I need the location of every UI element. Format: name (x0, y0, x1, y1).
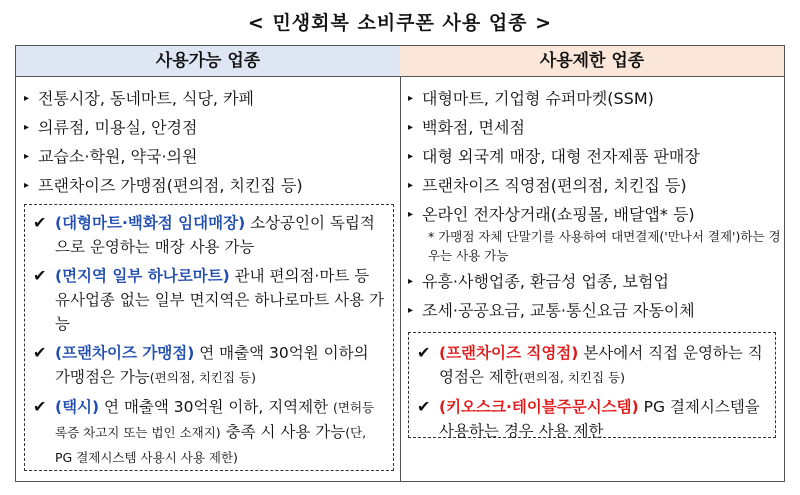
bullet-arrow-icon: ▸ (408, 209, 414, 220)
bullet-arrow-icon: ▸ (408, 305, 414, 316)
check-icon: ✔ (33, 213, 47, 232)
restricted-list (400, 77, 784, 229)
check-icon: ✔ (33, 343, 47, 362)
exception-entry: ✔ (택시) 연 매출액 30억원 이하, 지역제한 (면허등록증 차고지 또는 법인 소재지) 충족 시 사용 가능(단, PG 결제시스템 사용시 사용 제한) (33, 397, 375, 465)
restricted-list-cont (400, 267, 784, 325)
bullet-arrow-icon: ▸ (24, 122, 30, 133)
check-icon: ✔ (33, 397, 47, 416)
list-item: ▸ 백화점, 면세점 (408, 113, 784, 142)
bullet-arrow-icon: ▸ (408, 276, 414, 287)
exception-entry: ✔ (키오스크·테이블주문시스템) PG 결제시스템을 사용하는 경우 사용 제한 (417, 397, 760, 440)
bullet-arrow-icon: ▸ (24, 93, 30, 104)
list-item: ▸ 프랜차이즈 직영점(편의점, 치킨집 등) (408, 171, 784, 200)
bullet-arrow-icon: ▸ (408, 93, 414, 104)
list-item: ▸ 온라인 전자상거래(쇼핑몰, 배달앱* 등) (408, 200, 784, 229)
category-table (15, 45, 785, 482)
restricted-exceptions-box (408, 332, 776, 438)
bullet-arrow-icon: ▸ (408, 151, 414, 162)
allowed-column (16, 46, 401, 481)
page-title: < 민생회복 소비쿠폰 사용 업종 > (247, 12, 553, 34)
list-item: ▸ 전통시장, 동네마트, 식당, 카페 (24, 84, 400, 113)
list-item: ▸ 조세·공공요금, 교통·통신요금 자동이체 (408, 296, 784, 325)
bullet-arrow-icon: ▸ (24, 180, 30, 191)
list-item: ▸ 대형 외국계 매장, 대형 전자제품 판매장 (408, 142, 784, 171)
allowed-header: 사용가능 업종 (16, 46, 400, 77)
allowed-exceptions-box (24, 204, 394, 471)
restricted-column (400, 46, 784, 481)
bullet-arrow-icon: ▸ (408, 122, 414, 133)
list-item: ▸ 대형마트, 기업형 슈퍼마켓(SSM) (408, 84, 784, 113)
list-item: ▸ 유흥·사행업종, 환금성 업종, 보험업 (408, 267, 784, 296)
exception-entry: ✔ (프랜차이즈 가맹점) 연 매출액 30억원 이하의 가맹점은 가능(편의점, 치킨집 등) (33, 343, 369, 386)
check-icon: ✔ (33, 266, 47, 285)
check-icon: ✔ (417, 343, 431, 362)
delivery-app-footnote: * 가맹점 자체 단말기를 사용하여 대면결제('만나서 결제')하는 경우는 사용 가능 (428, 229, 781, 263)
list-item: ▸ 의류점, 미용실, 안경점 (24, 113, 400, 142)
bullet-arrow-icon: ▸ (408, 180, 414, 191)
exception-entry: ✔ (대형마트·백화점 임대매장) 소상공인이 독립적으로 운영하는 매장 사용 가능 (33, 213, 375, 256)
list-item: ▸ 교습소·학원, 약국·의원 (24, 142, 400, 171)
restricted-header: 사용제한 업종 (400, 46, 784, 77)
bullet-arrow-icon: ▸ (24, 151, 30, 162)
allowed-list (16, 77, 400, 200)
exception-entry: ✔ (프랜차이즈 직영점) 본사에서 직접 운영하는 직영점은 제한(편의점, 치킨집 등) (417, 343, 763, 386)
check-icon: ✔ (417, 397, 431, 416)
exception-entry: ✔ (면지역 일부 하나로마트) 관내 편의점·마트 등 유사업종 없는 일부 면지역은 하나로마트 사용 가능 (33, 266, 385, 333)
list-item: ▸ 프랜차이즈 가맹점(편의점, 치킨집 등) (24, 171, 400, 200)
